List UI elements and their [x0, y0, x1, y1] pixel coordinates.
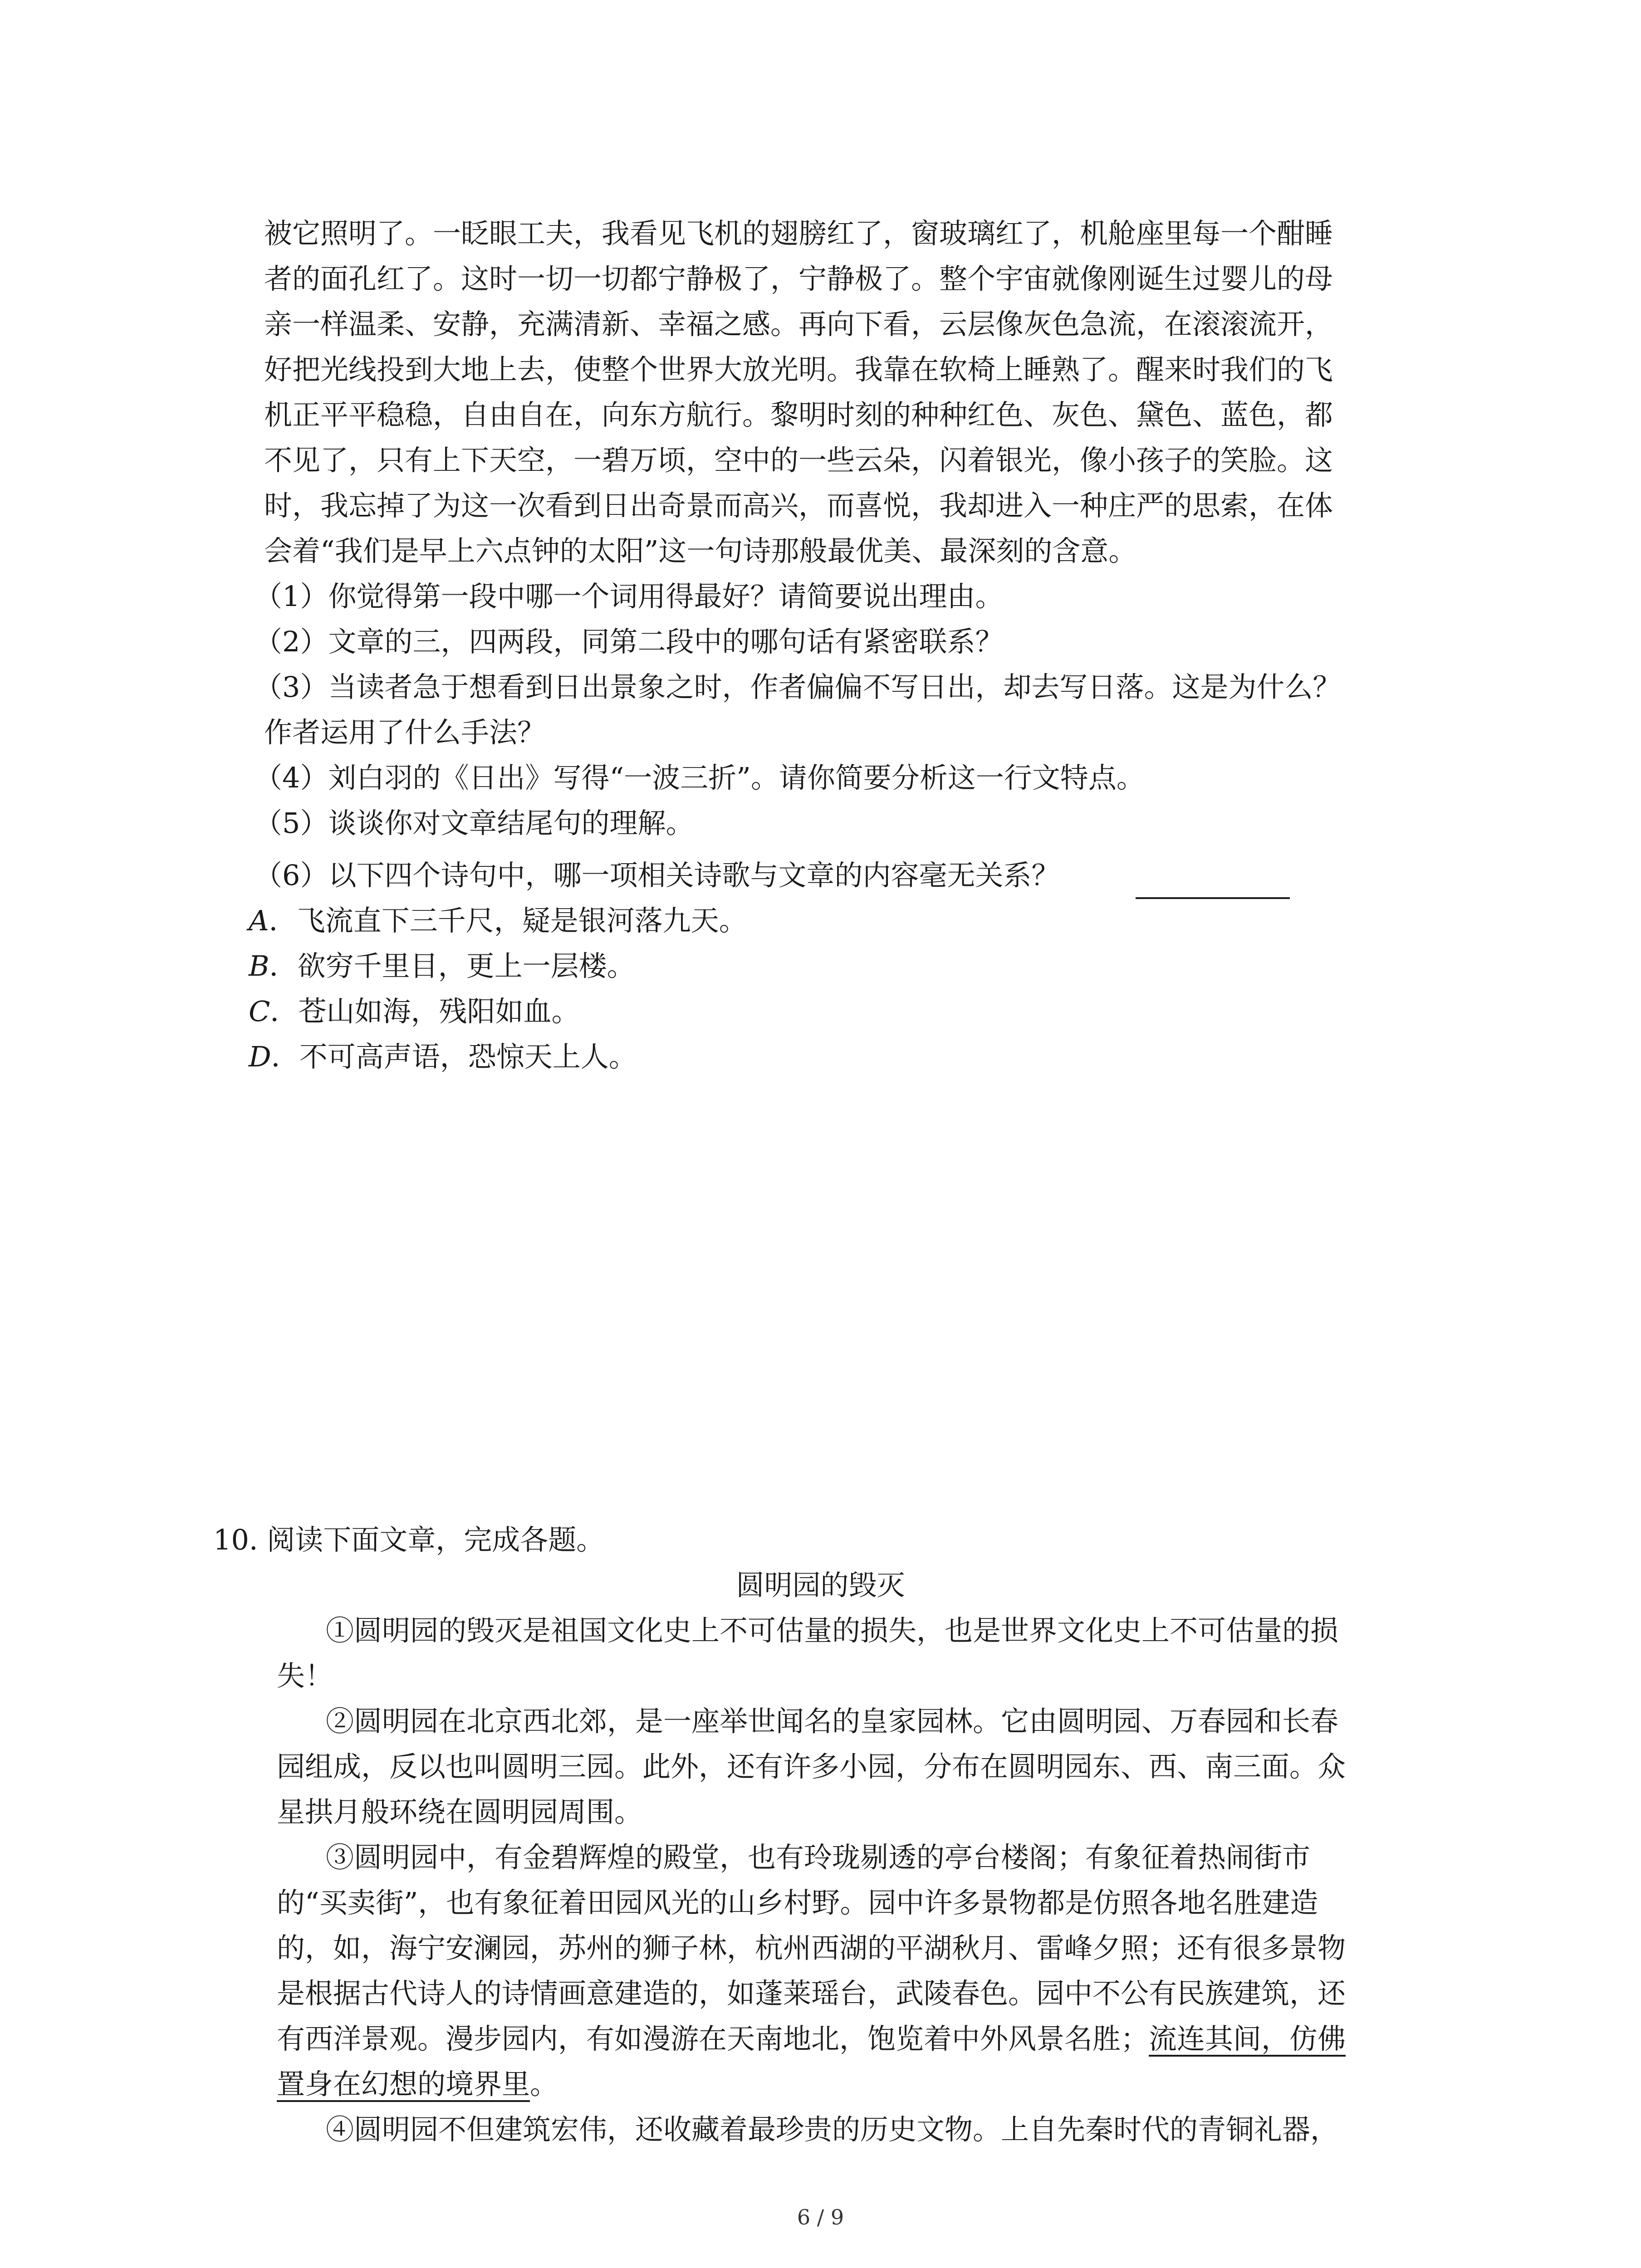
answer-blank[interactable] — [1136, 897, 1290, 899]
page-number: 6 / 9 — [797, 2205, 844, 2229]
passage-line: 会着“我们是早上六点钟的太阳”这一句诗那般最优美、最深刻的含意。 — [264, 534, 1137, 567]
article-line: 的“买卖街”，也有象征着田园风光的山乡村野。园中许多景物都是仿照各地名胜建造 — [277, 1886, 1318, 1919]
option-letter: A — [249, 904, 269, 937]
passage-line: 好把光线投到大地上去，使整个世界大放光明。我靠在软椅上睡熟了。醒来时我们的飞 — [264, 353, 1333, 386]
question-5: （5）谈谈你对文章结尾句的理解。 — [254, 807, 694, 840]
underlined-phrase: 流连其间，仿佛 — [1149, 2022, 1346, 2055]
underlined-phrase: 置身在幻想的境界里 — [277, 2068, 530, 2101]
question-3: （3）当读者急于想看到日出景象之时，作者偏偏不写日出，却去写日落。这是为什么？ — [254, 670, 1341, 704]
article-text: 。 — [530, 2068, 558, 2101]
article-line: 的，如，海宁安澜园，苏州的狮子林，杭州西湖的平湖秋月、雷峰夕照；还有很多景物 — [277, 1931, 1346, 1965]
option-b — [249, 943, 635, 989]
passage-line: 不见了，只有上下天空，一碧万顷，空中的一些云朵，闪着银光，像小孩子的笑脸。这 — [264, 444, 1333, 477]
article-line: 是根据古代诗人的诗情画意建造的，如蓬莱瑶台，武陵春色。园中不公有民族建筑，还 — [277, 1977, 1346, 2010]
question-4: （4）刘白羽的《日出》写得“一波三折”。请你简要分析这一行文特点。 — [254, 761, 1145, 794]
question-6: （6）以下四个诗句中，哪一项相关诗歌与文章的内容毫无关系？ — [254, 859, 1060, 892]
option-c — [249, 989, 579, 1034]
option-text: ．欲穷千里目，更上一层楼。 — [269, 949, 635, 982]
article-line: ③圆明园中，有金碧辉煌的殿堂，也有玲珑剔透的亭台楼阁；有象征着热闹街市 — [326, 1841, 1311, 1874]
article-line: 园组成，反以也叫圆明三园。此外，还有许多小园，分布在圆明园东、西、南三面。众 — [277, 1750, 1346, 1783]
passage-line: 机正平平稳稳，自由自在，向东方航行。黎明时刻的种种红色、灰色、黛色、蓝色，都 — [264, 398, 1333, 431]
passage-line: 时，我忘掉了为这一次看到日出奇景而高兴，而喜悦，我却进入一种庄严的思索，在体 — [264, 489, 1333, 522]
option-text: ．飞流直下三千尺，疑是银河落九天。 — [269, 904, 747, 937]
article-line — [277, 2016, 1346, 2062]
passage-line: 者的面孔红了。这时一切一切都宁静极了，宁静极了。整个宇宙就像刚诞生过婴儿的母 — [264, 262, 1333, 295]
question-10-heading: 10. 阅读下面文章，完成各题。 — [213, 1523, 605, 1556]
option-letter: B — [249, 949, 269, 982]
article-line — [277, 2062, 558, 2107]
article-title: 圆明园的毁灭 — [736, 1569, 905, 1602]
option-text: ．苍山如海，残阳如血。 — [270, 995, 580, 1028]
option-text: ．不可高声语，恐惊天上人。 — [271, 1040, 637, 1073]
article-line: ④圆明园不但建筑宏伟，还收藏着最珍贵的历史文物。上自先秦时代的青铜礼器， — [326, 2113, 1339, 2146]
option-d — [249, 1034, 637, 1080]
article-line: 失！ — [277, 1659, 333, 1692]
article-line: 星拱月般环绕在圆明园周围。 — [277, 1795, 643, 1828]
question-2: （2）文章的三，四两段，同第二段中的哪句话有紧密联系？ — [254, 625, 1004, 658]
option-letter: C — [249, 995, 270, 1028]
question-3-continued: 作者运用了什么手法？ — [264, 716, 546, 749]
article-line: ②圆明园在北京西北郊，是一座举世闻名的皇家园林。它由圆明园、万春园和长春 — [326, 1705, 1339, 1738]
passage-line: 被它照明了。一眨眼工夫，我看见飞机的翅膀红了，窗玻璃红了，机舱座里每一个酣睡 — [264, 217, 1333, 250]
article-text: 有西洋景观。漫步园内，有如漫游在天南地北，饱览着中外风景名胜； — [277, 2022, 1149, 2055]
option-a — [249, 898, 747, 943]
passage-line: 亲一样温柔、安静，充满清新、幸福之感。再向下看，云层像灰色急流，在滚滚流开， — [264, 308, 1333, 341]
option-letter: D — [249, 1040, 271, 1073]
question-1: （1）你觉得第一段中哪一个词用得最好？请简要说出理由。 — [254, 580, 1004, 613]
article-line: ①圆明园的毁灭是祖国文化史上不可估量的损失，也是世界文化史上不可估量的损 — [326, 1614, 1339, 1647]
